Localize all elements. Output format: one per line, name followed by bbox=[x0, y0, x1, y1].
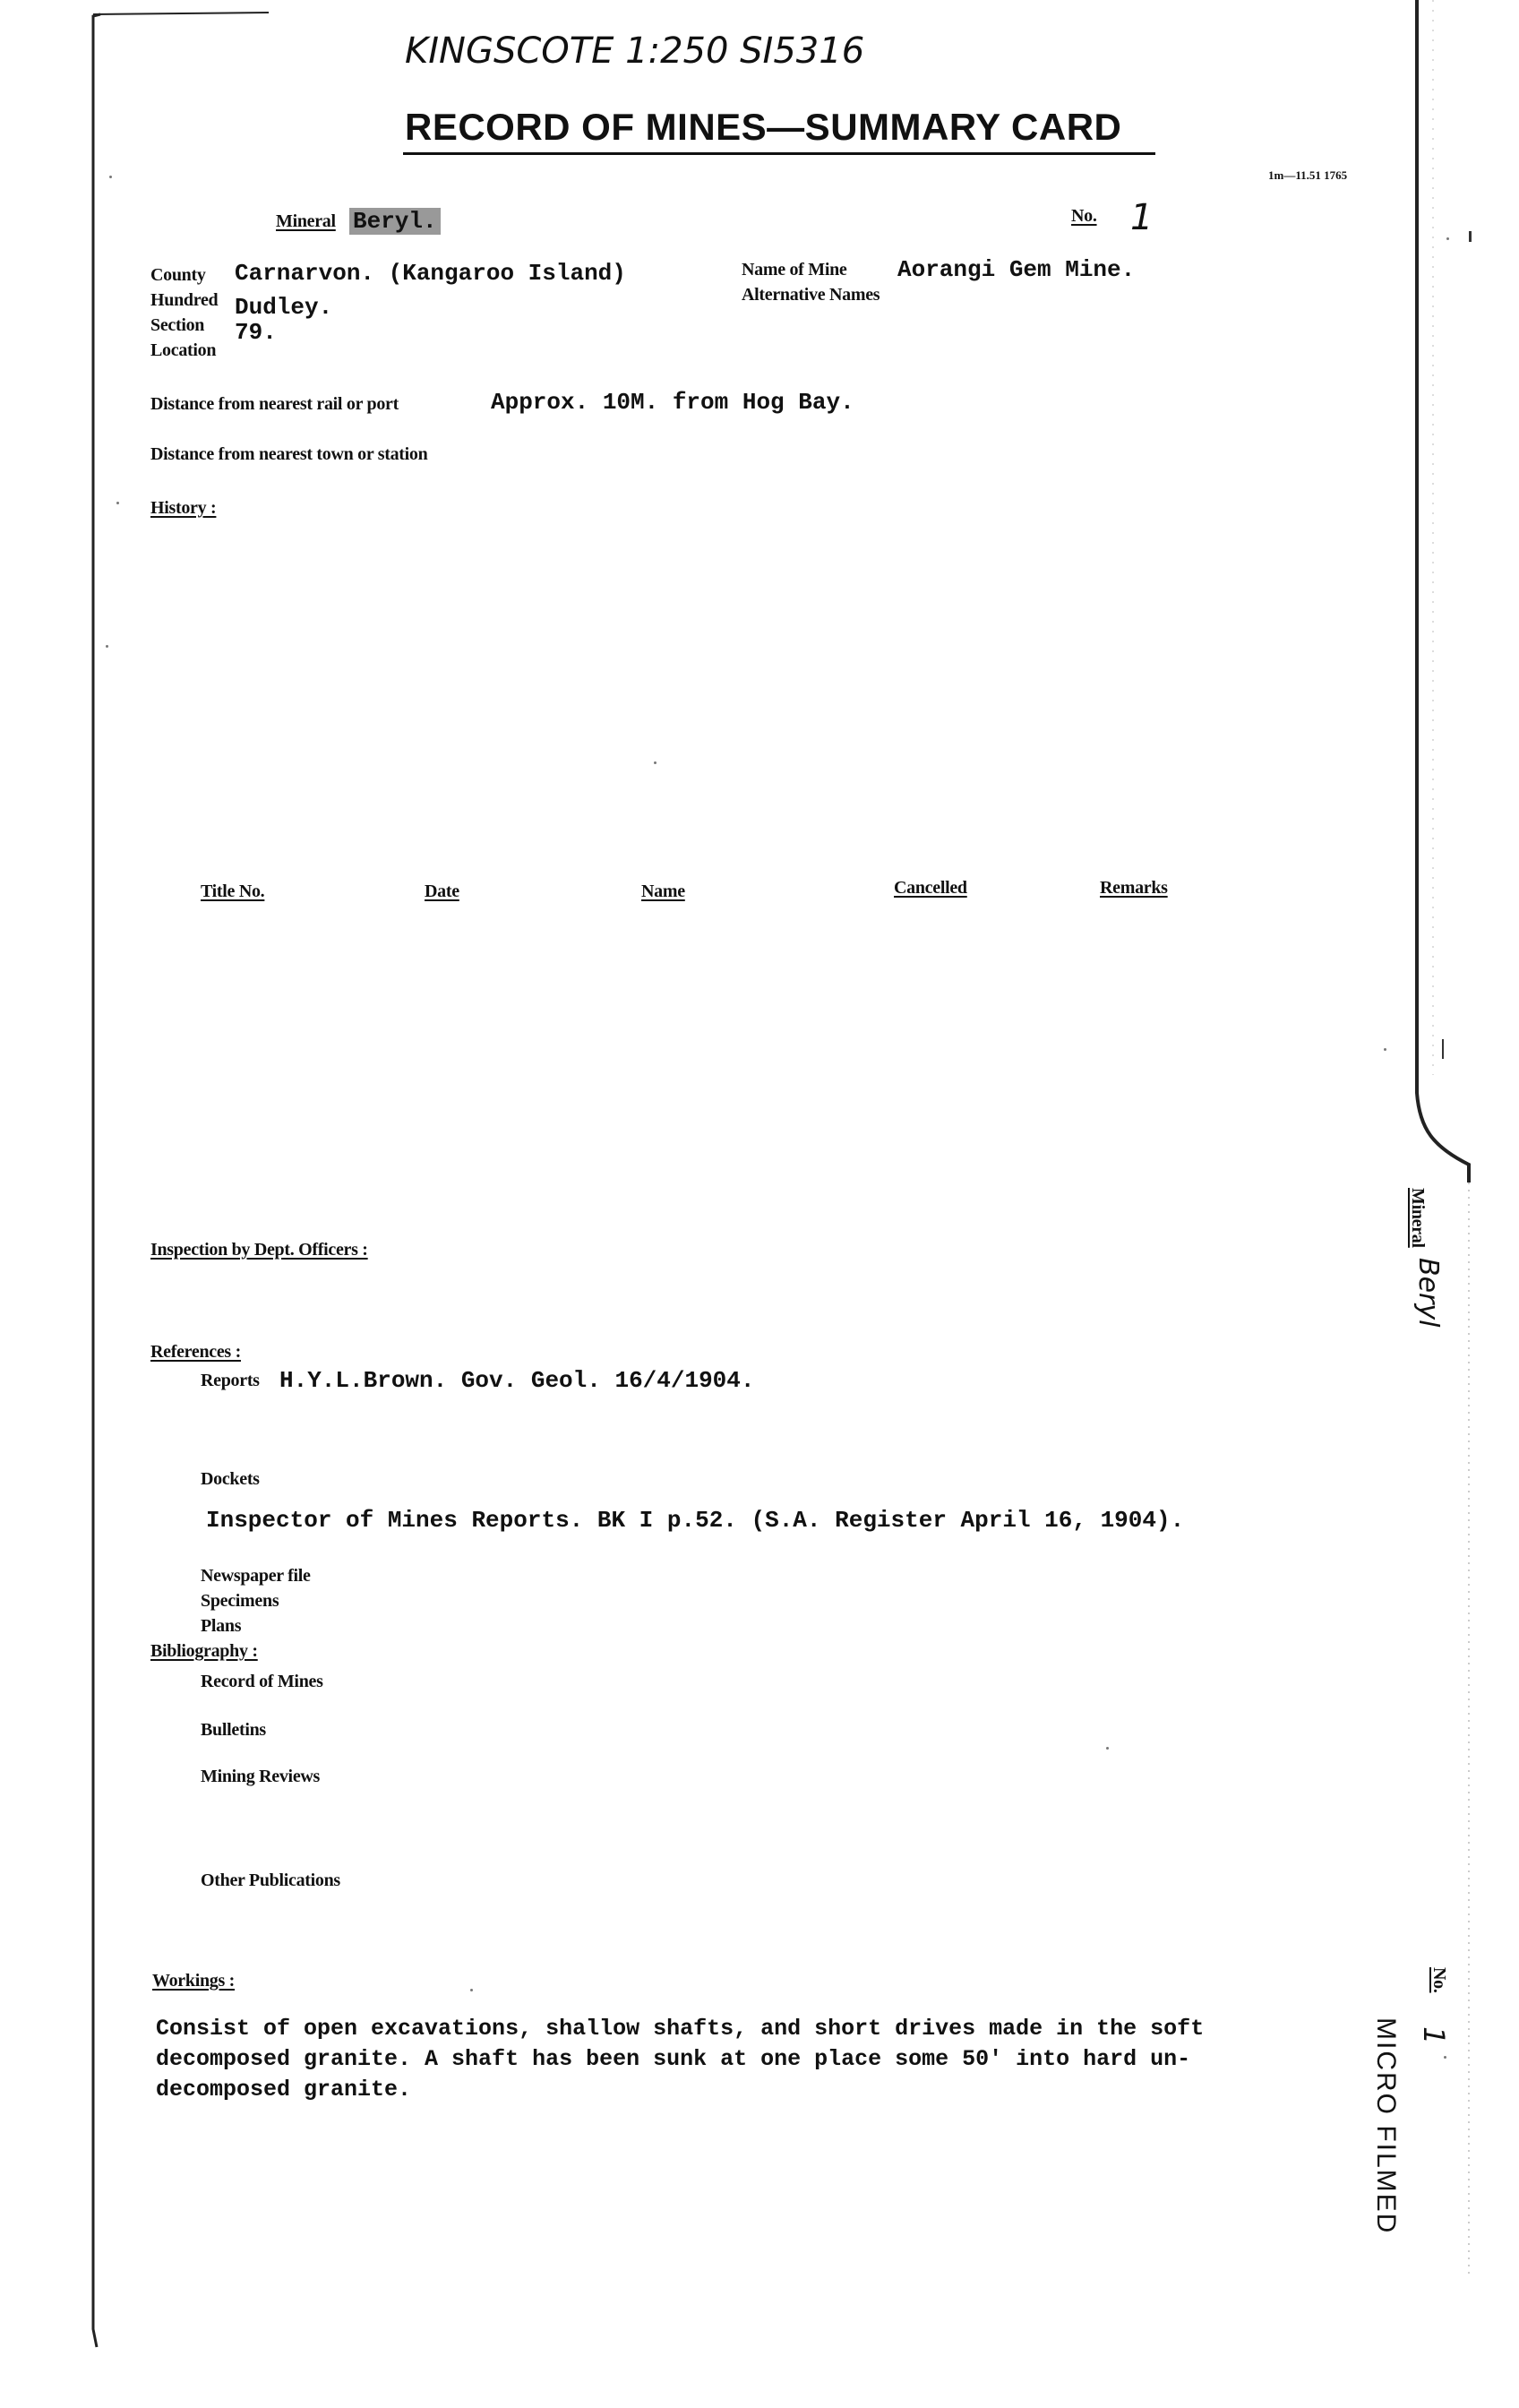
scan-speck bbox=[116, 502, 119, 504]
bibliography-label: Bibliography : bbox=[150, 1641, 258, 1661]
form-code: 1m—11.51 1765 bbox=[1268, 168, 1348, 182]
micro-filmed-stamp: MICRO FILMED bbox=[1371, 2017, 1401, 2235]
references-label: References : bbox=[150, 1342, 241, 1362]
mining-reviews-label: Mining Reviews bbox=[201, 1767, 321, 1786]
title-underline bbox=[403, 152, 1155, 155]
record-of-mines-label: Record of Mines bbox=[201, 1672, 323, 1691]
specimens-label: Specimens bbox=[201, 1591, 279, 1611]
edge-mark bbox=[1469, 231, 1472, 242]
inspection-label: Inspection by Dept. Officers : bbox=[150, 1240, 368, 1260]
location-label: Location bbox=[150, 340, 217, 360]
workings-line-1: Consist of open excavations, shallow shafts, and short drives made in the soft bbox=[156, 2016, 1205, 2042]
title-no-column-header: Title No. bbox=[201, 882, 265, 901]
other-publications-label: Other Publications bbox=[201, 1870, 340, 1890]
side-tab-no-label: No. bbox=[1429, 1967, 1449, 1993]
number-label: No. bbox=[1071, 206, 1097, 226]
side-tab-mineral-label: Mineral bbox=[1408, 1188, 1428, 1248]
scan-speck bbox=[1106, 1747, 1109, 1750]
distance-rail-value: Approx. 10M. from Hog Bay. bbox=[491, 389, 854, 416]
workings-line-2: decomposed granite. A shaft has been sunk at one place some 50' into hard un- bbox=[156, 2046, 1191, 2072]
section-value: 79. bbox=[235, 319, 277, 346]
hundred-label: Hundred bbox=[150, 290, 219, 310]
side-tab-mineral-value: Beryl bbox=[1412, 1258, 1444, 1328]
scan-speck bbox=[654, 761, 657, 764]
hundred-value: Dudley. bbox=[235, 294, 333, 321]
handwritten-map-reference: KINGSCOTE 1:250 SI5316 bbox=[405, 30, 865, 72]
mineral-value: Beryl. bbox=[349, 208, 441, 235]
bulletins-label: Bulletins bbox=[201, 1720, 266, 1740]
history-label: History : bbox=[150, 498, 217, 518]
section-label: Section bbox=[150, 315, 205, 335]
side-tab-no-value: 1 bbox=[1417, 2026, 1451, 2045]
number-value: 1 bbox=[1130, 197, 1154, 238]
distance-town-label: Distance from nearest town or station bbox=[150, 444, 428, 464]
newspaper-file-label: Newspaper file bbox=[201, 1566, 311, 1586]
cancelled-column-header: Cancelled bbox=[894, 878, 967, 898]
workings-label: Workings : bbox=[152, 1971, 236, 1991]
scan-speck bbox=[1384, 1048, 1386, 1051]
mineral-label: Mineral bbox=[276, 211, 336, 231]
scan-speck bbox=[109, 176, 112, 178]
reports-label: Reports bbox=[201, 1371, 260, 1390]
workings-line-3: decomposed granite. bbox=[156, 2077, 412, 2103]
scan-speck bbox=[1444, 2056, 1446, 2059]
plans-label: Plans bbox=[201, 1616, 242, 1636]
alternative-names-label: Alternative Names bbox=[742, 285, 880, 305]
date-column-header: Date bbox=[425, 882, 459, 901]
remarks-column-header: Remarks bbox=[1100, 878, 1168, 898]
scan-speck bbox=[470, 1989, 473, 1991]
distance-rail-label: Distance from nearest rail or port bbox=[150, 394, 399, 414]
name-column-header: Name bbox=[641, 882, 685, 901]
name-of-mine-label: Name of Mine bbox=[742, 260, 847, 280]
scan-speck bbox=[106, 645, 108, 648]
county-label: County bbox=[150, 265, 206, 285]
reports-value: H.Y.L.Brown. Gov. Geol. 16/4/1904. bbox=[279, 1367, 755, 1394]
name-of-mine-value: Aorangi Gem Mine. bbox=[897, 256, 1136, 283]
county-value: Carnarvon. (Kangaroo Island) bbox=[235, 260, 626, 287]
scan-speck bbox=[1446, 237, 1449, 240]
dockets-label: Dockets bbox=[201, 1469, 260, 1489]
edge-mark bbox=[1442, 1039, 1444, 1059]
page-title: RECORD OF MINES—SUMMARY CARD bbox=[405, 106, 1122, 148]
dockets-value: Inspector of Mines Reports. BK I p.52. (S.A. Register April 16, 1904). bbox=[206, 1507, 1185, 1534]
